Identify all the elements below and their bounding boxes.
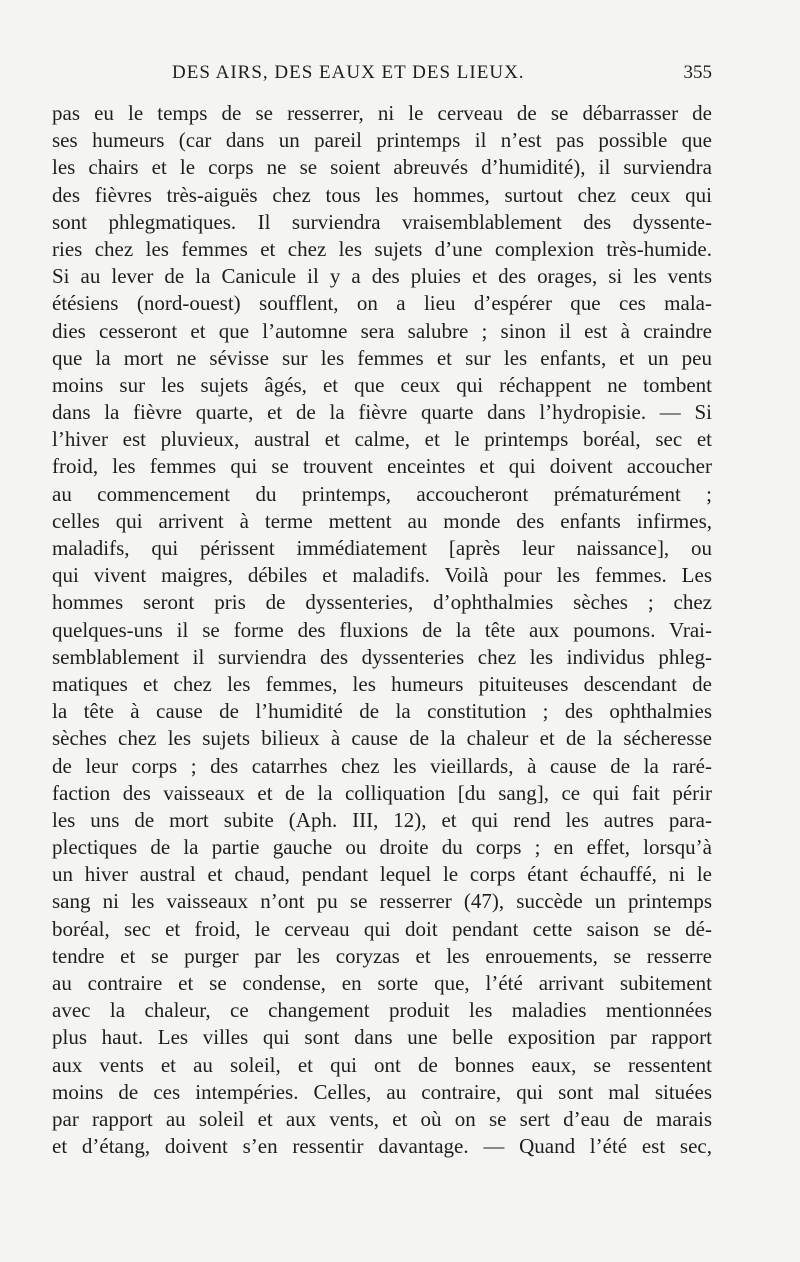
text-line: par rapport au soleil et aux vents, et où on se sert d’eau de marais [52,1106,712,1131]
text-line: tendre et se purger par les coryzas et les enrouements, se resserre [52,943,712,968]
text-line: et d’étang, doivent s’en ressentir davantage. — Quand l’été est sec, [52,1134,712,1159]
text-line: ses humeurs (car dans un pareil printemps il n’est pas possible que [52,128,712,153]
text-line: au commencement du printemps, accoucheront prématurément ; [52,481,712,506]
text-line: faction des vaisseaux et de la colliquation [du sang], ce qui fait périr [52,780,712,805]
text-line: froid, les femmes qui se trouvent enceintes et qui doivent accoucher [52,454,712,479]
text-line: qui vivent maigres, débiles et maladifs. Voilà pour les femmes. Les [52,563,712,588]
text-line: plectiques de la partie gauche ou droite du corps ; en effet, lorsqu’à [52,835,712,860]
text-line: maladifs, qui périssent immédiatement [après leur naissance], ou [52,536,712,560]
text-line: sont phlegmatiques. Il surviendra vraisemblablement des dyssente- [52,209,712,234]
text-line: ries chez les femmes et chez les sujets d’une complexion très-humide. [52,236,712,261]
page-header [52,62,712,92]
text-line: aux vents et au soleil, et qui ont de bonnes eaux, se ressentent [52,1052,712,1077]
running-title: DES AIRS, DES EAUX ET DES LIEUX. [172,62,525,83]
text-line: boréal, sec et froid, le cerveau qui doit pendant cette saison se dé- [52,916,712,941]
text-line: étésiens (nord-ouest) soufflent, on a lieu d’espérer que ces mala- [52,291,712,316]
text-line: hommes seront pris de dyssenteries, d’ophthalmies sèches ; chez [52,590,712,615]
text-line: de leur corps ; des catarrhes chez les vieillards, à cause de la raré- [52,753,712,778]
text-line: sang ni les vaisseaux n’ont pu se resserrer (47), succède un printemps [52,889,712,914]
text-line: dies cesseront et que l’automne sera salubre ; sinon il est à craindre [52,318,712,343]
text-line: sèches chez les sujets bilieux à cause de la chaleur et de la sécheresse [52,726,712,751]
text-line: que la mort ne sévisse sur les femmes et sur les enfants, et un peu [52,345,712,370]
text-line: celles qui arrivent à terme mettent au monde des enfants infirmes, [52,508,712,533]
text-line: moins sur les sujets âgés, et que ceux qui réchappent ne tombent [52,372,712,397]
text-line: dans la fièvre quarte, et de la fièvre quarte dans l’hydropisie. — Si [52,400,712,425]
text-line: la tête à cause de l’humidité de la constitution ; des ophthalmies [52,699,712,724]
text-line: les uns de mort subite (Aph. III, 12), et qui rend les autres para- [52,807,712,832]
text-line: quelques-uns il se forme des fluxions de la tête aux poumons. Vrai- [52,617,712,642]
text-line: matiques et chez les femmes, les humeurs pituiteuses descendant de [52,671,712,696]
text-line: l’hiver est pluvieux, austral et calme, et le printemps boréal, sec et [52,427,712,452]
text-line: plus haut. Les villes qui sont dans une belle exposition par rapport [52,1025,712,1050]
text-line: au contraire et se condense, en sorte que, l’été arrivant subitement [52,971,712,995]
text-line: les chairs et le corps ne se soient abreuvés d’humidité), il surviendra [52,155,712,180]
text-line: un hiver austral et chaud, pendant lequel le corps étant échauffé, ni le [52,862,712,887]
text-line: pas eu le temps de se resserrer, ni le cerveau de se débarrasser de [52,101,712,125]
text-line: moins de ces intempéries. Celles, au contraire, qui sont mal situées [52,1079,712,1104]
page-number: 355 [683,62,712,83]
body-text [52,100,712,1160]
text-line: Si au lever de la Canicule il y a des pluies et des orages, si les vents [52,264,712,289]
text-line: semblablement il surviendra des dyssenteries chez les individus phleg- [52,644,712,669]
text-line: avec la chaleur, ce changement produit les maladies mentionnées [52,998,712,1023]
text-line: des fièvres très-aiguës chez tous les hommes, surtout chez ceux qui [52,182,712,207]
